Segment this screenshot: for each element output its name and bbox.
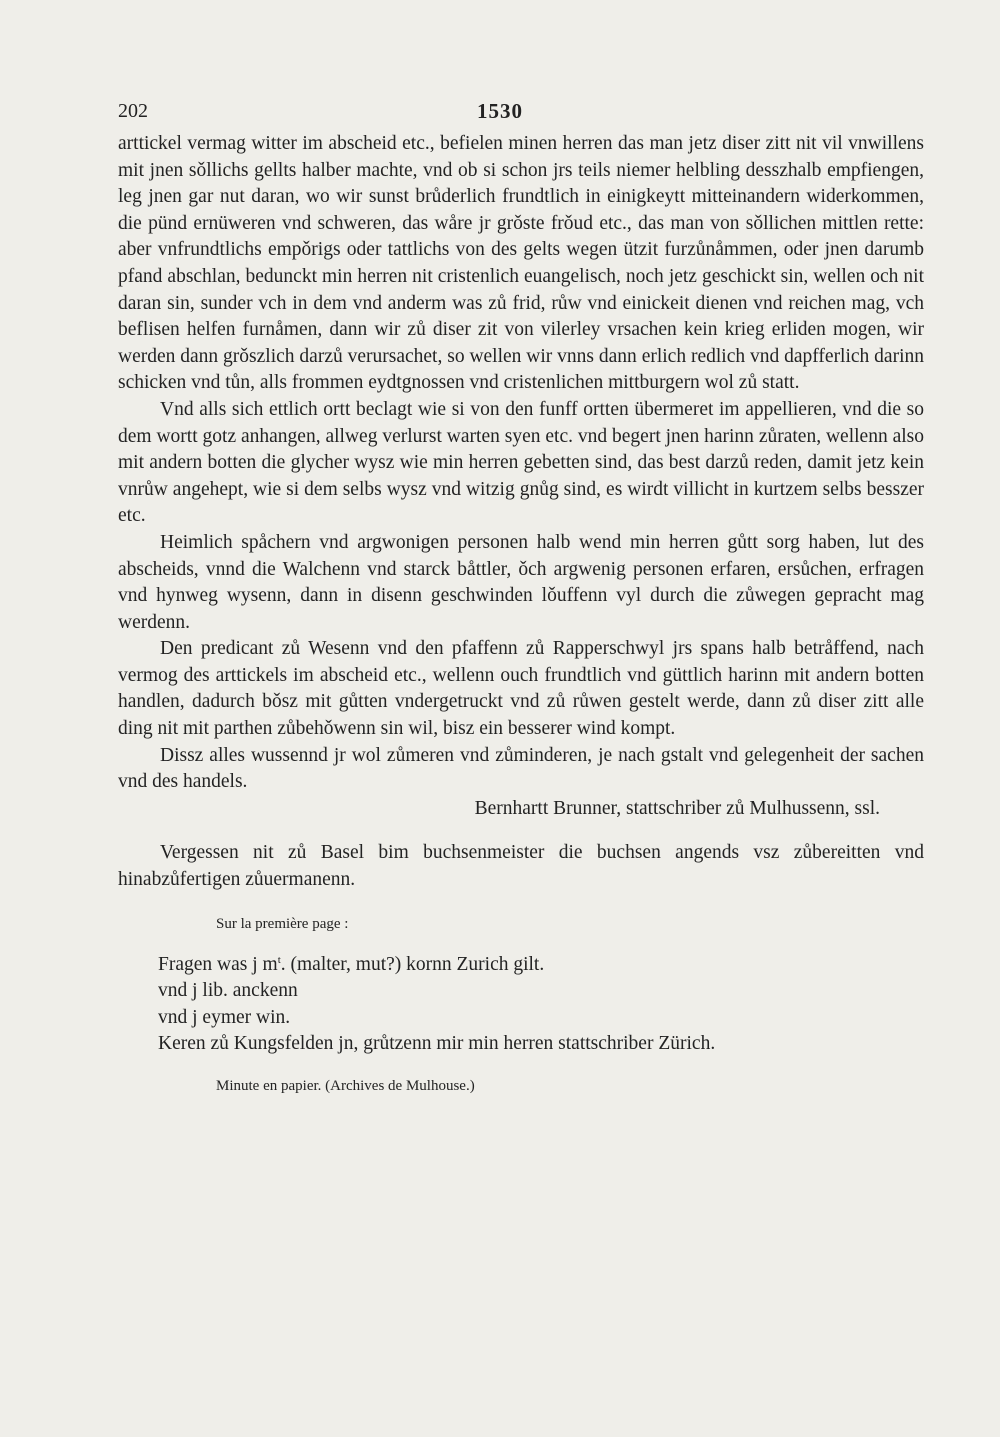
paragraph-4: Den predicant zů Wesenn vnd den pfaffenn zů Rapperschwyl jrs spans halb betråffend, nach vermog des arttickels im abscheid etc., wellenn ouch frundtlich vnd güttlich harinn mit andern botten handlen, dadurch bǒsz mit gůtten vndergetruckt vnd zů růwen gestelt werde, dann zů diser zitt alle ding nit mit parthen zůbehǒwenn sin wil, bisz ein besserer wind kompt. xyxy=(118,638,924,740)
paragraph-2: Vnd alls sich ettlich ortt beclagt wie si von den funff ortten übermeret im appellieren, vnd die so dem wortt gotz anhangen, allweg verlurst warten syen etc. vnd begert jnen harinn zůraten, wellenn also mit andern botten die glycher wysz wie min herren gebetten sind, das best darzů reden, damit jetz kein vnrůw angehept, wie si dem selbs wysz vnd witzig gnůg sind, es wirdt villicht in kurtzem selbs besszer etc. xyxy=(118,398,924,527)
paragraph-3: Heimlich spåchern vnd argwonigen personen halb wend min herren gůtt sorg haben, lut des abscheids, vnnd die Walchenn vnd starck båttler, ǒch argwenig personen erfaren, ersůchen, erfragen vnd hynweg wysenn, dann in disenn geschwinden lǒuffenn vyl durch die zůwegen gepracht mag werdenn. xyxy=(118,531,924,633)
first-page-caption: Sur la première page : xyxy=(216,915,349,932)
note-line-4: Keren zů Kungsfelden jn, grůtzenn mir min herren stattschriber Zürich. xyxy=(158,1033,716,1055)
note-line-3: vnd j eymer win. xyxy=(158,1006,291,1028)
running-head-year: 1530 xyxy=(477,99,523,123)
postscript: Vergessen nit zů Basel bim buchsenmeister die buchsen angends vsz zůbereitten vnd hinabzůfertigen zůuermanenn. xyxy=(118,842,924,891)
spacer xyxy=(118,934,924,952)
first-page-note xyxy=(118,952,924,1058)
document-body xyxy=(118,131,924,1096)
page-number: 202 xyxy=(118,100,148,122)
source-note: Minute en papier. (Archives de Mulhouse.) xyxy=(216,1078,475,1094)
spacer xyxy=(118,1058,924,1076)
paragraph-5: Dissz alles wussennd jr wol zůmeren vnd zůminderen, je nach gstalt vnd gelegenheit der sachen vnd des handels. xyxy=(118,744,924,793)
note-line-1: Fragen was j $m^t$. (malter, mut?) kornn Zurich gilt. xyxy=(158,953,545,975)
spacer xyxy=(118,822,924,840)
note-line-2: vnd j lib. anckenn xyxy=(158,980,298,1002)
signature: Bernhartt Brunner, stattschriber zů Mulhussenn, ssl. xyxy=(474,797,880,819)
spacer xyxy=(118,894,924,914)
paragraph-1: arttickel vermag witter im abscheid etc., befielen minen herren das man jetz diser zitt nit vil vnwillens mit jnen sǒllichs gellts halber machte, vnd ob si schon jrs teils niemer helbling desszhalb empfiengen, leg jnen gar nut daran, wo wir sunst brůderlich frundtlich in einigkeytt mitteinandern widerkommen, die pünd ernüweren vnd schweren, das wåre jr grǒste frǒud etc., das man von sǒllichen mittlen rette: aber vnfrundtlichs empǒrigs oder tattlichs von des gelts wegen ützit furzůnåmmen, oder jnen darumb pfand abschlan, bedunckt min herren nit cristenlich euangelisch, noch jetz geschickt sin, wellen och nit daran sin, sunder vch in dem vnd anderm was zů frid, růw vnd einickeit dienen vnd reichen mag, vch beflisen helfen furnåmen, dann wir zů diser zit von vilerley vrsachen kein krieg erliden mogen, wir werden dann grǒszlich darzů verursachet, so wellen wir vnns dann erlich redlich vnd dapfferlich darinn schicken vnd tůn, alls frommen eydtgnossen vnd cristenlichen mittburgern wol zů statt. xyxy=(118,133,924,394)
